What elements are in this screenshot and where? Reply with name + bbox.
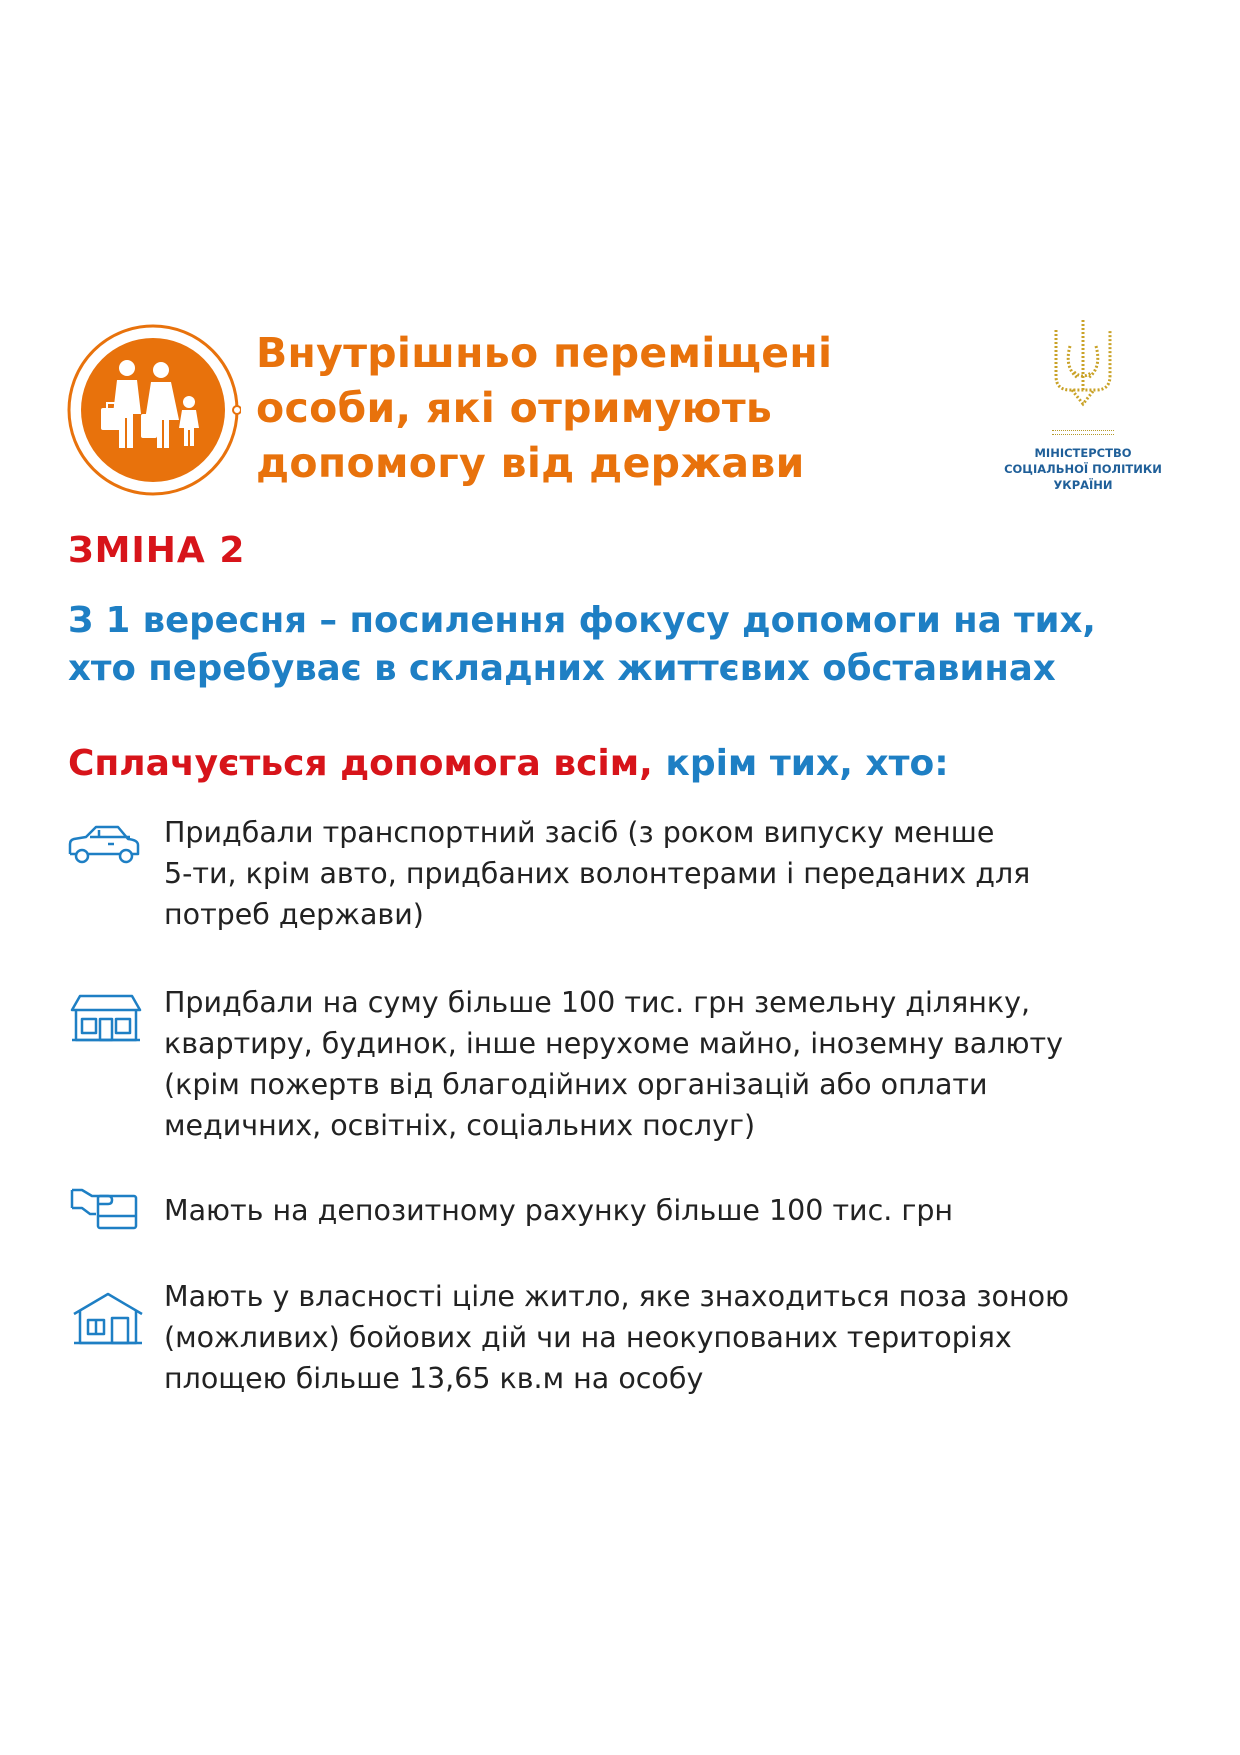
list-item-line: 5-ти, крім авто, придбаних волонтерами і переданих для — [164, 857, 1031, 890]
page-title — [256, 326, 936, 491]
paid-to-heading — [68, 743, 949, 784]
list-item — [164, 1276, 1174, 1399]
list-item-line: Мають у власності ціле житло, яке знаходиться поза зоною — [164, 1280, 1070, 1313]
family-with-luggage-icon — [65, 322, 241, 498]
subtitle-line-1: З 1 вересня – посилення фокусу допомоги на тих, — [68, 600, 1096, 641]
building-icon — [70, 993, 142, 1043]
list-item-line: Мають на депозитному рахунку більше 100 тис. грн — [164, 1194, 954, 1227]
logo-divider — [1052, 430, 1114, 435]
list-item — [164, 982, 1174, 1146]
list-item — [164, 812, 1174, 935]
list-item — [164, 1190, 1174, 1231]
ministry-name-line-3: УКРАЇНИ — [1053, 478, 1113, 492]
title-line-2: особи, які отримують — [256, 384, 773, 432]
subtitle — [68, 597, 1178, 693]
ministry-name-line-2: СОЦІАЛЬНОЇ ПОЛІТИКИ — [1004, 462, 1162, 476]
ministry-name-line-1: МІНІСТЕРСТВО — [1034, 446, 1132, 460]
list-item-line: Придбали на суму більше 100 тис. грн земельну ділянку, — [164, 986, 1031, 1019]
list-item-line: Придбали транспортний засіб (з роком випуску менше — [164, 816, 995, 849]
car-icon — [66, 822, 142, 866]
title-line-3: допомогу від держави — [256, 439, 805, 487]
list-item-line: потреб держави) — [164, 898, 424, 931]
house-icon — [72, 1290, 144, 1346]
paid-to-red: Сплачується допомога всім, — [68, 743, 653, 784]
list-item-line: квартиру, будинок, інше нерухоме майно, іноземну валюту — [164, 1027, 1063, 1060]
list-item-line: (крім пожертв від благодійних організацій або оплати — [164, 1068, 988, 1101]
list-item-line: (можливих) бойових дій чи на неокупованих територіях — [164, 1321, 1012, 1354]
paid-to-blue: крім тих, хто: — [652, 743, 949, 784]
subtitle-line-2: хто перебуває в складних життєвих обставинах — [68, 648, 1056, 689]
list-item-line: площею більше 13,65 кв.м на особу — [164, 1362, 704, 1395]
trident-coat-of-arms-icon — [1050, 316, 1116, 416]
title-line-1: Внутрішньо переміщені — [256, 329, 833, 377]
list-item-line: медичних, освітніх, соціальних послуг) — [164, 1109, 756, 1142]
change-label: ЗМІНА 2 — [68, 530, 246, 571]
hand-card-icon — [70, 1186, 140, 1232]
ministry-name — [980, 445, 1186, 493]
